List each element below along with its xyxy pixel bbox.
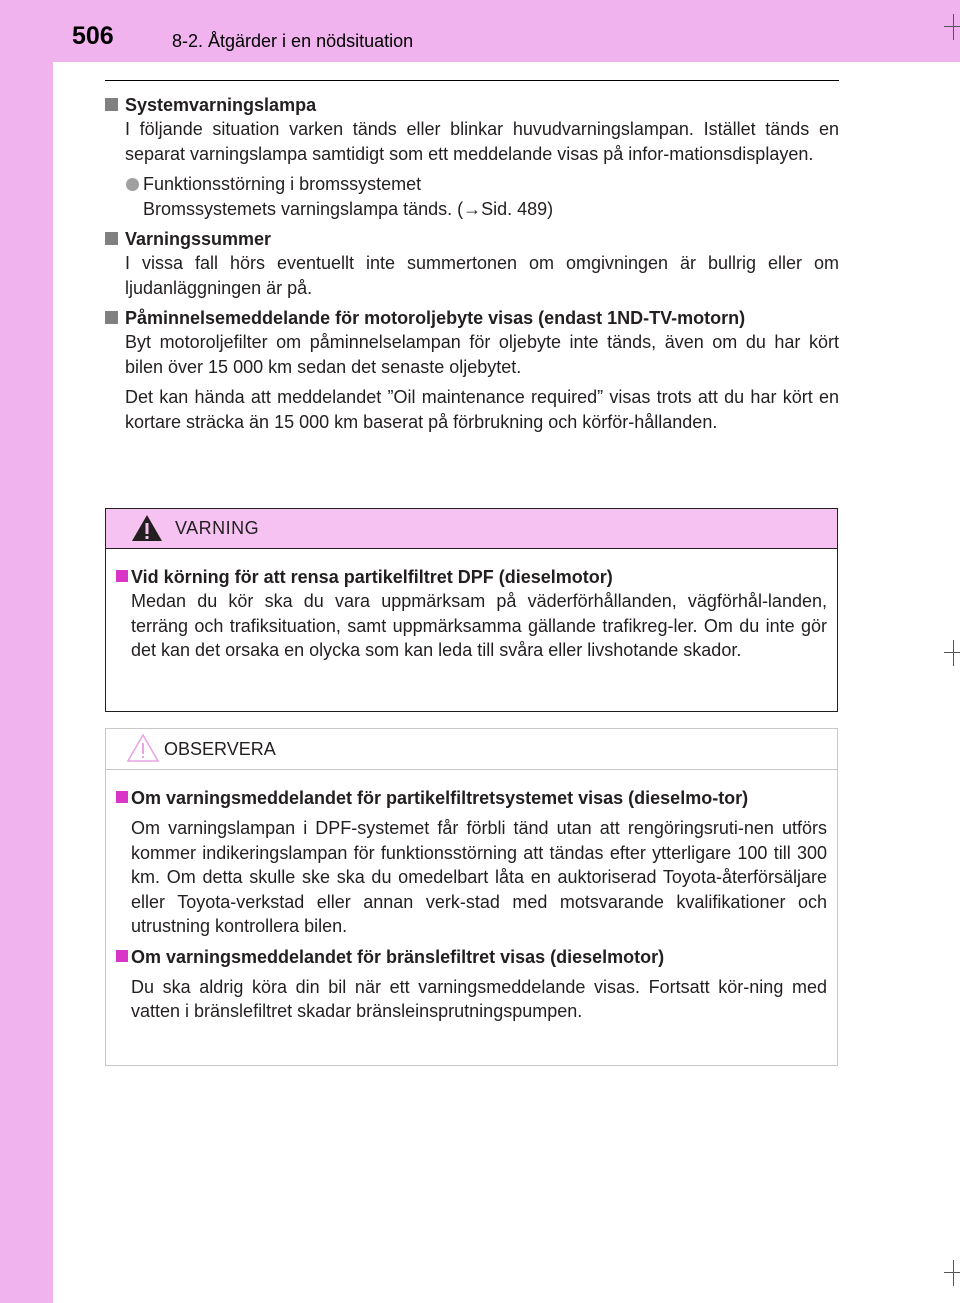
notice-text-fuel-filter: Du ska aldrig köra din bil när ett varningsmeddelande visas. Fortsatt kör-ning med vatten i bränslefiltret skadar bränsleinsprutningspumpen. <box>131 976 827 1021</box>
notice-box <box>105 728 838 1066</box>
notice-heading-fuel-filter: Om varningsmeddelandet för bränslefiltret visas (dieselmotor) <box>116 945 827 969</box>
caution-outline-triangle-icon <box>126 733 160 768</box>
paragraph: Det kan hända att meddelandet ”Oil maintenance required” visas trots att du har kört en kortare sträcka än 15 000 km baserat på förbrukning och körför-hållanden. <box>125 387 839 432</box>
warning-text: Medan du kör ska du vara uppmärksam på väderförhållanden, vägförhål-landen, terräng och trafiksituation, samt uppmärksamma gällande trafikreg-ler. Om du inte gör det kan det orsaka en olycka som kan leda till svåra eller livshotande skador. <box>131 591 827 660</box>
warning-triangle-icon <box>131 514 163 547</box>
bullet-item-text: Bromssystemets varningslampa tänds. (→Sid. 489) <box>143 198 554 219</box>
header-divider <box>105 80 839 81</box>
section-heading-buzzer: Varningssummer <box>105 227 839 251</box>
header-band <box>0 0 960 62</box>
warning-box <box>105 508 838 712</box>
warning-heading: Vid körning för att rensa partikelfiltret DPF (dieselmotor) <box>116 565 827 589</box>
section-title: 8-2. Åtgärder i en nödsituation <box>172 31 414 51</box>
bullet-item-title: Funktionsstörning i bromssystemet <box>105 172 839 197</box>
paragraph: I följande situation varken tänds eller blinkar huvudvarningslampan. Istället tänds en separat varningslampa samtidigt som ett meddelande visas på infor-mationsdisplayen. <box>125 119 839 164</box>
section-heading-oil-reminder: Påminnelsemeddelande för motoroljebyte visas (endast 1ND-TV-motorn) <box>105 306 839 330</box>
chapter-side-strip <box>0 0 53 1303</box>
page-number: 506 <box>72 22 114 50</box>
section-heading-system-warning: Systemvarningslampa <box>105 93 839 117</box>
warning-box-header <box>106 509 837 549</box>
main-content <box>105 93 839 434</box>
warning-title: VARNING <box>175 518 260 538</box>
notice-heading-dpf: Om varningsmeddelandet för partikelfiltretsystemet visas (dieselmo-tor) <box>116 786 827 810</box>
notice-title: OBSERVERA <box>164 739 276 759</box>
paragraph: Byt motoroljefilter om påminnelselampan för oljebyte inte tänds, även om du har kört bilen över 15 000 km sedan det senaste oljebytet. <box>125 332 839 377</box>
notice-text-dpf: Om varningslampan i DPF-systemet får förbli tänd utan att rengöringsruti-nen utförs kommer indikeringslampan för funktionsstörning att tändas efter ytterligare 100 till 300 km. Om detta skulle ske ska du omedelbart låta en auktoriserad Toyota-återförsäljare eller Toyota-verkstad eller annan verk-stad med motsvarande kvalifikationer och utrustning kontrollera bilen. <box>131 818 827 936</box>
notice-box-header <box>106 729 837 770</box>
paragraph: I vissa fall hörs eventuellt inte summertonen om omgivningen är bullrig eller om ljudanläggningen är på. <box>125 253 839 298</box>
